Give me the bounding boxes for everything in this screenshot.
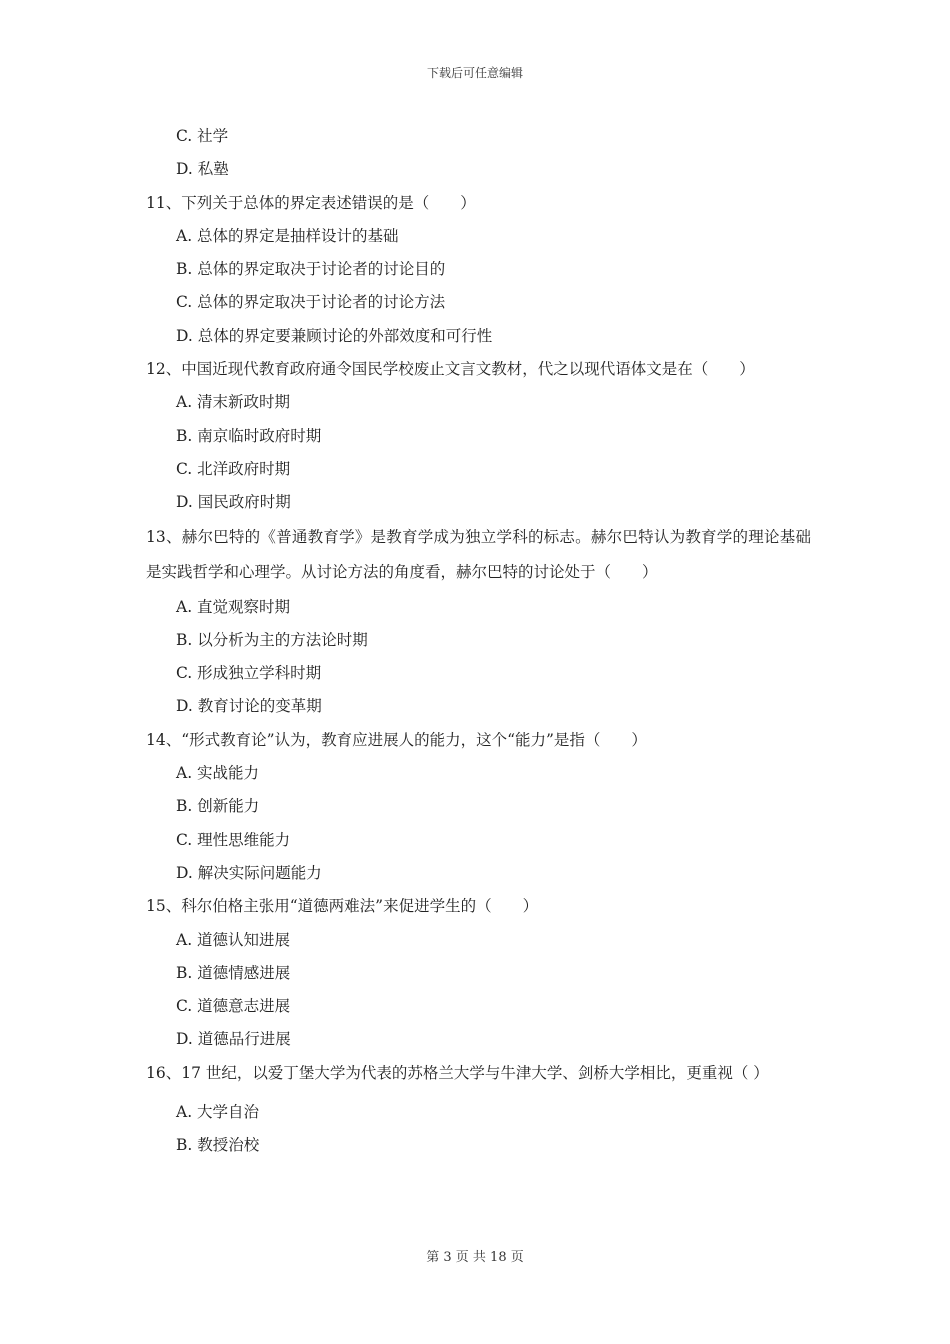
question-stem: 16、17 世纪，以爱丁堡大学为代表的苏格兰大学与牛津大学、剑桥大学相比，更重视（ ）: [146, 1063, 769, 1082]
option-item: A. 直觉观察时期: [176, 597, 291, 616]
question-11: [146, 187, 811, 353]
option-item: C. 总体的界定取决于讨论者的讨论方法: [176, 293, 446, 312]
option-item: D. 总体的界定要兼顾讨论的外部效度和可行性: [176, 326, 493, 345]
option-item: A. 总体的界定是抽样设计的基础: [176, 226, 399, 245]
option-item: A. 实战能力: [176, 764, 260, 783]
question-13: [146, 520, 811, 724]
option-item: A. 大学自治: [176, 1103, 260, 1122]
question-16: [146, 1057, 811, 1163]
question-stem: 14、“形式教育论”认为，教育应进展人的能力，这个“能力”是指（ ）: [146, 730, 647, 749]
question-stem: 11、下列关于总体的界定表述错误的是（ ）: [146, 193, 476, 212]
option-item: B. 道德情感进展: [176, 963, 291, 982]
question-stem: 15、科尔伯格主张用“道德两难法”来促进学生的（ ）: [146, 897, 539, 916]
page-header: 下载后可任意编辑: [426, 66, 523, 80]
option-item: C. 社学: [176, 127, 229, 145]
option-item: B. 教授治校: [176, 1136, 260, 1155]
option-item: B. 总体的界定取决于讨论者的讨论目的: [176, 260, 446, 279]
option-item: A. 道德认知进展: [176, 930, 291, 949]
question-15: [146, 890, 811, 1056]
question-stem: 13、赫尔巴特的《普通教育学》是教育学成为独立学科的标志。赫尔巴特认为教育学的理论基础是实践哲学和心理学。从讨论方法的角度看，赫尔巴特的讨论处于（ ）: [146, 527, 811, 582]
option-item: D. 道德品行进展: [176, 1030, 291, 1049]
question-12: [146, 353, 811, 519]
page-footer: 第 3 页 共 18 页: [426, 1250, 524, 1265]
question-14: [146, 724, 811, 890]
option-item: D. 国民政府时期: [176, 493, 291, 512]
option-item: C. 理性思维能力: [176, 830, 291, 849]
option-item: D. 私塾: [176, 160, 229, 179]
document-body: [146, 120, 811, 1163]
option-item: D. 解决实际问题能力: [176, 863, 322, 882]
option-item: C. 道德意志进展: [176, 997, 291, 1016]
option-item: B. 南京临时政府时期: [176, 426, 322, 445]
option-item: B. 创新能力: [176, 797, 260, 816]
option-item: A. 清末新政时期: [176, 393, 291, 412]
question-stem: 12、中国近现代教育政府通令国民学校废止文言文教材，代之以现代语体文是在（ ）: [146, 360, 755, 379]
option-item: C. 北洋政府时期: [176, 459, 291, 478]
option-item: C. 形成独立学科时期: [176, 664, 322, 683]
option-item: D. 教育讨论的变革期: [176, 697, 322, 716]
option-item: B. 以分析为主的方法论时期: [176, 630, 368, 649]
